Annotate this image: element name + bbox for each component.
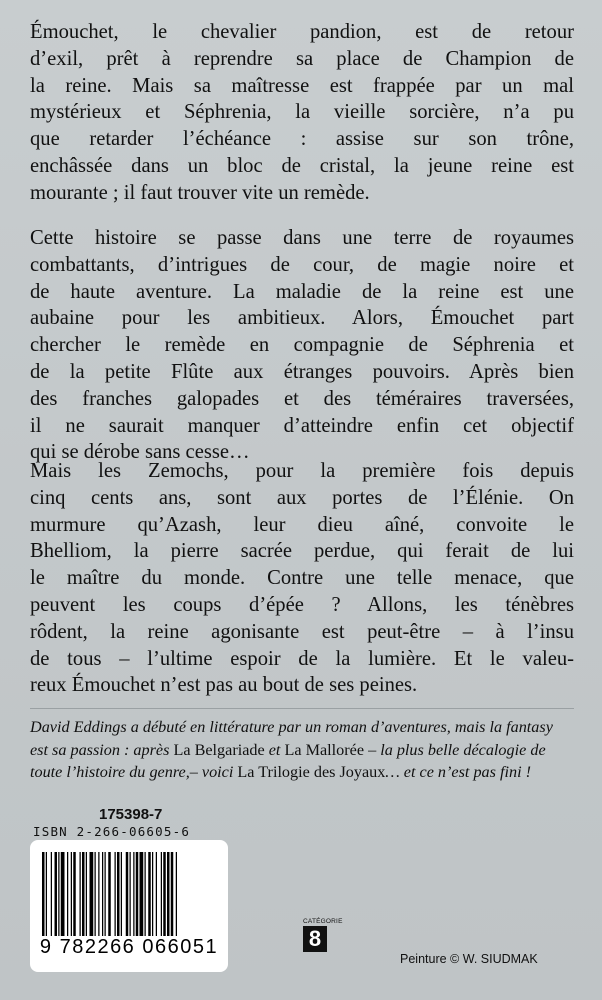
barcode-digits: 9 782266 066051 bbox=[39, 936, 219, 958]
author-note-text: et bbox=[264, 740, 285, 759]
summary-line: mourante ; il faut trouver vite un remède. bbox=[30, 181, 370, 204]
summary-line: Cette histoire se passe dans une terre de royaumes bbox=[30, 227, 574, 249]
summary-line: que retarder l’échéance : assise sur son trône, bbox=[30, 128, 574, 151]
author-note-text: … et ce n’est pas fini ! bbox=[385, 763, 531, 782]
summary-line: qui se dérobe sans cesse… bbox=[30, 441, 250, 464]
isbn: ISBN 2-266-06605-6 bbox=[33, 824, 191, 839]
book-title-mallorée: La Mallorée bbox=[284, 740, 365, 759]
summary-line: cinq cents ans, sont aux portes de l’Élénie. On bbox=[30, 486, 574, 509]
summary-line: il ne saurait manquer d’atteindre enfin cet objectif bbox=[30, 414, 574, 437]
summary-line: le maître du monde. Contre une telle menace, que bbox=[30, 567, 574, 590]
summary-line: combattants, d’intrigues de cour, de magie noire et bbox=[30, 253, 574, 276]
summary-line: rôdent, la reine agonisante est peut-être – à l’insu bbox=[30, 620, 574, 643]
painting-credit: Peinture © W. SIUDMAK bbox=[400, 952, 538, 966]
summary-line: reux Émouchet n’est pas au bout de ses peines. bbox=[30, 674, 418, 697]
summary-line: murmure qu’Azash, leur dieu aîné, convoite le bbox=[30, 513, 574, 536]
summary-line: peuvent les coups d’épée ? Allons, les ténèbres bbox=[30, 593, 574, 616]
summary-line: Émouchet, le chevalier pandion, est de retour bbox=[30, 21, 574, 43]
category-number: 8 bbox=[303, 926, 327, 952]
book-title-belgariade: La Belgariade bbox=[173, 740, 265, 759]
summary-line: mystérieux et Séphrenia, la vieille sorcière, n’a pu bbox=[30, 101, 574, 124]
category-label: CATÉGORIE bbox=[303, 918, 343, 925]
book-title-trilogie: La Trilogie des Joyaux bbox=[237, 763, 386, 782]
barcode bbox=[30, 840, 228, 972]
summary-line: des franches galopades et des téméraires traversées, bbox=[30, 387, 574, 410]
summary-line: enchâssée dans un bloc de cristal, la jeune reine est bbox=[30, 154, 574, 177]
summary-line: Mais les Zemochs, pour la première fois depuis bbox=[30, 460, 574, 482]
summary-line: de la petite Flûte aux étranges pouvoirs. Après bien bbox=[30, 360, 574, 383]
author-note bbox=[30, 716, 574, 784]
product-code: 175398-7 bbox=[99, 806, 163, 823]
author-note-text: David Eddings a débuté en littérature par un roman d’aventures, mais la fantasy est sa passion : après bbox=[30, 718, 553, 759]
summary-line: de tous – l’ultime espoir de la lumière. Et le valeu- bbox=[30, 647, 574, 670]
category-badge bbox=[303, 918, 343, 952]
summary-paragraph-1 bbox=[30, 19, 574, 207]
summary-line: chercher le remède en compagnie de Séphrenia et bbox=[30, 334, 574, 357]
summary-line: de haute aventure. La maladie de la reine est une bbox=[30, 280, 574, 303]
summary-line: la reine. Mais sa maîtresse est frappée par un mal bbox=[30, 74, 574, 97]
summary-line: aubaine pour les ambitieux. Alors, Émouchet part bbox=[30, 307, 574, 330]
barcode-bars-icon bbox=[42, 852, 216, 936]
summary-line: Bhelliom, la pierre sacrée perdue, qui ferait de lui bbox=[30, 540, 574, 563]
summary-paragraph-3 bbox=[30, 458, 574, 699]
summary-paragraph-2 bbox=[30, 225, 574, 466]
divider bbox=[30, 708, 574, 709]
author-note-text: – la plus belle décalogie de toute l’histoire du genre,– voici bbox=[30, 740, 546, 782]
summary-line: d’exil, prêt à reprendre sa place de Champion de bbox=[30, 47, 574, 70]
